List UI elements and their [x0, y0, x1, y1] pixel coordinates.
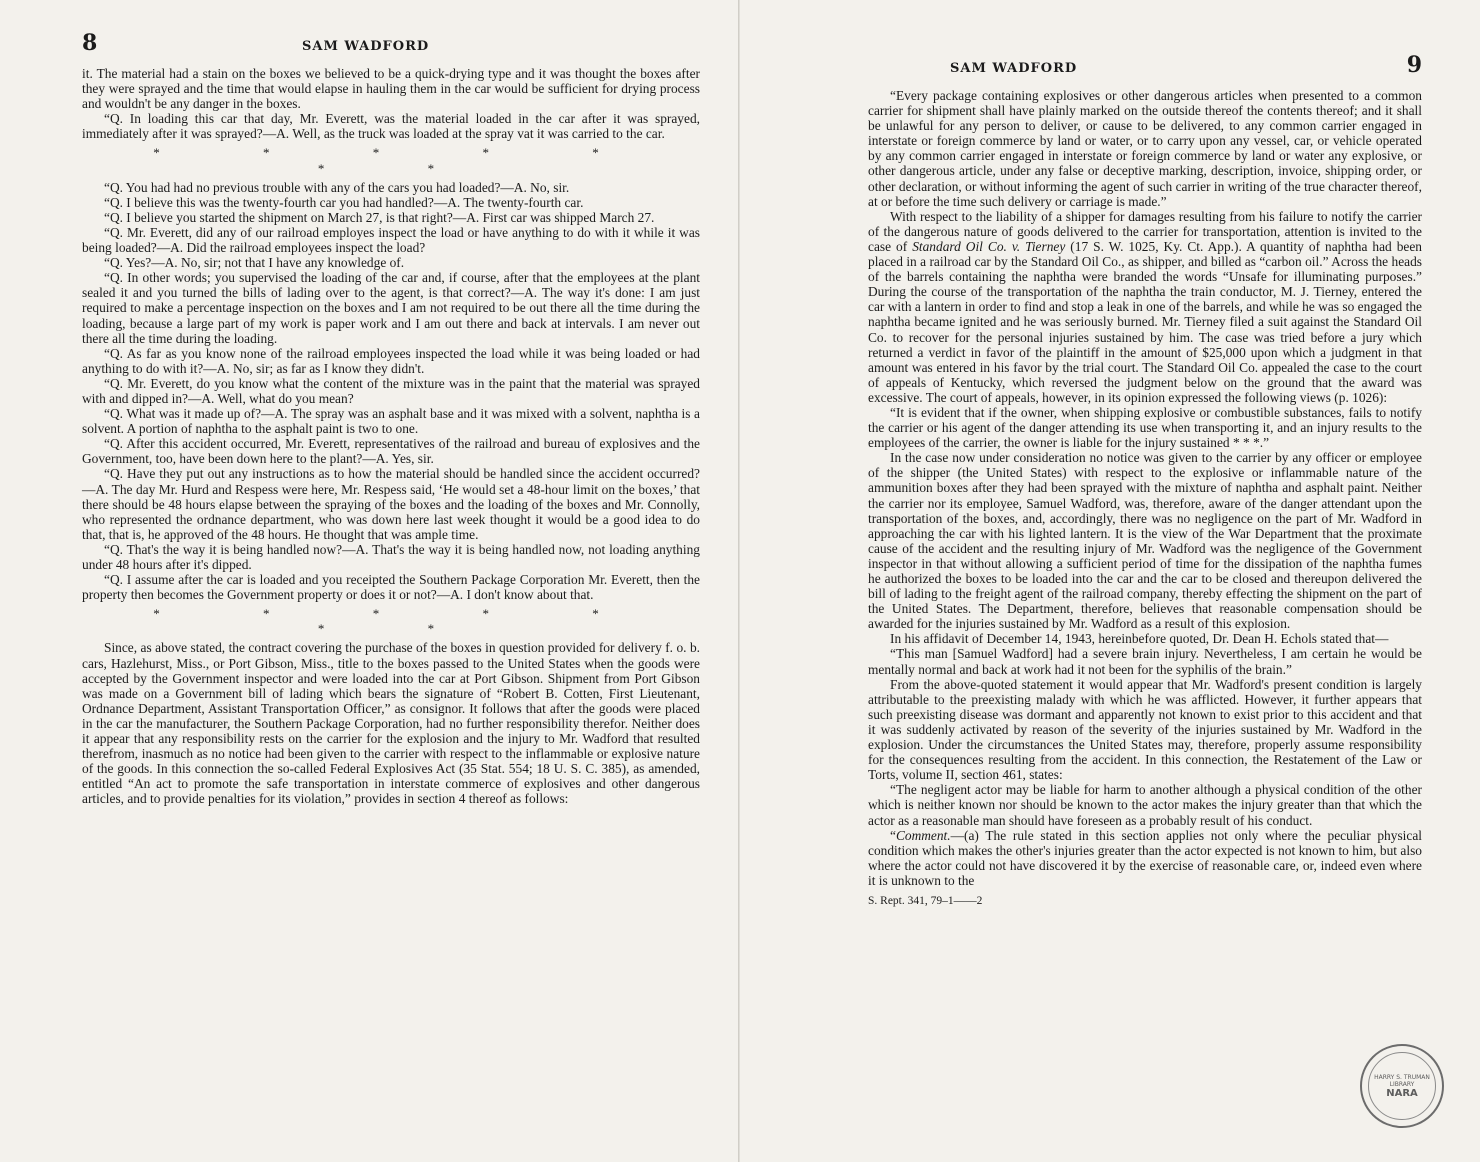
- paragraph-text: With respect to the liability of a shipper for damages resulting from his failure to notify the carrier of the dangerous nature of goods delivered to the carrier for transportation, attention is invited to the case of: [868, 208, 1422, 254]
- page-number: 8: [82, 30, 98, 56]
- stamp-center-text: NARA: [1386, 1087, 1418, 1099]
- page-number: 9: [1406, 52, 1422, 78]
- stamp-outer-text: HARRY S. TRUMAN LIBRARY: [1374, 1073, 1430, 1088]
- running-title: SAM WADFORD: [302, 39, 430, 54]
- page-body-right: [868, 88, 1422, 909]
- report-footer: S. Rept. 341, 79–1——2: [868, 894, 983, 907]
- stamp-ring: [1368, 1052, 1436, 1120]
- paragraph: Since, as above stated, the contract covering the purchase of the boxes in question provided for delivery f. o. b. cars, Hazlehurst, Miss., or Port Gibson, Miss., title to the boxes passed to the United States when the goods were accepted by the Government inspector and were loaded into the car at Port Gibson. Shipment from Port Gibson was made on a Government bill of lading which bears the signature of “Robert B. Cotten, First Lieutenant, Ordnance Department, Assistant Transportation Officer,” as consignor. It follows that after the goods were placed in the car the manufacturer, the Southern Package Corporation, had no further responsibility therefor. Neither does it appear that any responsibility rests on the carrier for the explosion and the injury to Mr. Wadford that resulted therefrom, inasmuch as no notice had been given to the carrier with respect to the inflammable or explosive nature of the goods. In this connection the so-called Federal Explosives Act (35 Stat. 554; 18 U. S. C. 385), as amended, entitled “An act to promote the safe transportation in interstate commerce of explosives and other dangerous articles, and to provide penalties for its violation,” provides in section 4 thereof as follows:: [82, 640, 700, 807]
- paragraph: “Q. I believe you started the shipment on March 27, is that right?—A. First car was shipped March 27.: [104, 209, 655, 225]
- paragraph: “Comment.—(a) The rule stated in this section applies not only where the peculiar physical condition which makes the other's injuries greater than the actor expected is not known to him, but also where the actor could not have discovered it by the exercise of reasonable care, or, indeed even where it is unknown to the: [868, 827, 1422, 888]
- paragraph: “Q. Mr. Everett, did any of our railroad employes inspect the load or have anything to do with it while it was being loaded?—A. Did the railroad employees inspect the load?: [82, 224, 700, 256]
- paragraph: “Every package containing explosives or other dangerous articles when presented to a common carrier for shipment shall have plainly marked on the outside thereof the contents thereof; and it shall be unlawful for any person to deliver, or cause to be delivered, to any common carrier engaged in interstate or foreign commerce by land or water, or to carry upon any vessel, car, or vehicle operated by any common carrier engaged in interstate or foreign commerce by land or water any explosive, or other dangerous article, under any false or deceptive marking, description, invoice, shipping order, or other declaration, or without informing the agent of such carrier in writing of the true character thereof, at or before the time such delivery or carriage is made.”: [868, 88, 1422, 209]
- case-citation: Standard Oil Co. v. Tierney: [912, 238, 1066, 254]
- library-stamp: [1360, 1044, 1444, 1128]
- comment-label: Comment.: [895, 827, 951, 843]
- paragraph: “Q. In other words; you supervised the loading of the car and, if course, after that the employees at the plant sealed it and you turned the bills of lading over to the agent, is that correct?—A. The way it's done: I am just required to make a percentage inspection on the boxes and I am not required to be out there all the time during the loading, because a large part of my work is paper work and I am out there and back at intervals. I am never out there all the time during the loading.: [82, 270, 700, 346]
- paragraph: In his affidavit of December 14, 1943, hereinbefore quoted, Dr. Dean H. Echols stated that—: [890, 631, 1389, 647]
- paragraph: “Q. Have they put out any instructions as to how the material should be handled since the accident occurred?—A. The day Mr. Hurd and Respess were here, Mr. Respess said, ‘He would set a 48-hour limit on the boxes,’ that there should be 48 hours elapse between the spraying of the boxes and the loading of the boxes and Mr. Connolly, who represented the ordnance department, who was down here last week thought it would be a good idea to do that, that is, he approved of the 48 hours. He thought that was ample time.: [82, 466, 700, 542]
- paragraph: “Q. That's the way it is being handled now?—A. That's the way it is being handled now, not loading anything under 48 hours after it's dipped.: [82, 541, 700, 572]
- paragraph: “The negligent actor may be liable for harm to another although a physical condition of the other which is neither known nor should be known to the actor makes the injury greater than that which the actor as a reasonable man should have foreseen as a probably result of his conduct.: [868, 782, 1422, 828]
- ellipsis-stars: * * * * * * *: [153, 606, 649, 637]
- paragraph: From the above-quoted statement it would appear that Mr. Wadford's present condition is largely attributable to the preexisting malady with which he was afflicted. However, it further appears that such preexisting disease was dormant and apparently not known to exist prior to this accident and that it was suddenly activated by reason of the severity of the injuries sustained by Mr. Wadford in the explosion. Under the circumstances the United States may, therefore, properly assume responsibility for the consequences resulting from the accident. In this connection, the Restatement of the Law or Torts, volume II, section 461, states:: [868, 676, 1422, 783]
- paragraph: “Q. I assume after the car is loaded and you receipted the Southern Package Corporation Mr. Everett, then the property then becomes the Government property or does it or not?—A. I don't know about that.: [82, 572, 700, 603]
- ellipsis-stars: * * * * * * *: [153, 145, 649, 176]
- paragraph: it. The material had a stain on the boxes we believed to be a quick-drying type and it was thought the boxes after they were sprayed and the time that would elapse in hauling them in the car would be sufficient for drying process and wouldn't be any danger in the boxes.: [82, 66, 700, 112]
- paragraph: “Q. After this accident occurred, Mr. Everett, representatives of the railroad and bureau of explosives and the Government, too, have been down here to the plant?—A. Yes, sir.: [82, 436, 700, 467]
- paragraph-text: (17 S. W. 1025, Ky. Ct. App.). A quantity of naphtha had been placed in a railroad car by the Standard Oil Co., as shipper, and billed as “carbon oil.” Across the heads of the barrels containing the naphtha were branded the words “Unsafe for illuminating purposes.” During the course of the transportation of the naphtha the train conductor, M. J. Tierney, entered the car with a lantern in order to find and stop a leak in one of the barrels, and while he was so engaged the naphtha became ignited and he was seriously burned. Mr. Tierney filed a suit against the Standard Oil Co. to recover for the personal injuries sustained by him. The case was tried before a jury which returned a verdict in favor of the plaintiff in the amount of $25,000 upon which a judgment in that amount was entered in his favor by the trial court. The Standard Oil Co. appealed the case to the court of appeals of Kentucky, which reversed the judgment below on the ground that the award was excessive. The court of appeals, however, in its opinion expressed the following views (p. 1026):: [868, 238, 1422, 405]
- paragraph: “Q. Mr. Everett, do you know what the content of the mixture was in the paint that the material was sprayed with and dipped in?—A. Well, what do you mean?: [82, 375, 700, 406]
- paragraph: “Q. What was it made up of?—A. The spray was an asphalt base and it was mixed with a solvent, naphtha is a solvent. A portion of naphtha to the asphalt paint is two to one.: [82, 406, 700, 437]
- paragraph: “Q. In loading this car that day, Mr. Everett, was the material loaded in the car after it was sprayed, immediately after it was sprayed?—A. Well, as the truck was loaded at the spray vat it was carried to the car.: [82, 111, 700, 142]
- paragraph: “Q. Yes?—A. No, sir; not that I have any knowledge of.: [104, 255, 405, 271]
- page-header-left: [82, 30, 700, 56]
- paragraph: In the case now under consideration no notice was given to the carrier by any officer or employee of the shipper (the United States) with respect to the explosive or inflammable nature of the ammunition boxes after they had been sprayed with the mixture of naphtha and asphalt paint. Neither the carrier nor its employee, Samuel Wadford, was, therefore, aware of the danger attendant upon the transportation of the boxes, and, accordingly, there was no negligence on the part of Mr. Wadford in approaching the car with his lighted lantern. It is the view of the War Department that the proximate cause of the accident and the resulting injury of Mr. Wadford was the negligence of the Government inspector in that without allowing a sufficient period of time for the dissipation of the naphtha fumes he authorized the boxes to be loaded into the car and the car to be closed and thereupon delivered the bill of lading to the freight agent of the railroad company, thereby effecting the shipment on the part of the United States. The Department, therefore, believes that reasonable compensation should be awarded for the injuries sustained by Mr. Wadford as a result of this explosion.: [868, 450, 1422, 632]
- paragraph: “This man [Samuel Wadford] had a severe brain injury. Nevertheless, I am certain he would be mentally normal and back at work had it not been for the syphilis of the brain.”: [868, 646, 1422, 677]
- page-right: [740, 0, 1480, 1162]
- paragraph: “It is evident that if the owner, when shipping explosive or combustible substances, fails to notify the carrier or his agent of the danger attending its use when transporting it, and an injury results to the employees of the carrier, the owner is liable for the injury sustained * * *.”: [868, 404, 1422, 451]
- paragraph: “Q. You had had no previous trouble with any of the cars you had loaded?—A. No, sir.: [104, 179, 570, 195]
- paragraph: [868, 209, 1422, 405]
- paragraph: “Q. As far as you know none of the railroad employees inspected the load while it was being loaded or had anything to do with it?—A. No, sir; as far as I know they didn't.: [82, 345, 700, 376]
- page-header-right: [868, 52, 1422, 78]
- running-title: SAM WADFORD: [950, 61, 1078, 76]
- paragraph: “Q. I believe this was the twenty-fourth car you had handled?—A. The twenty-fourth car.: [104, 194, 584, 210]
- paragraph-text: —(a) The rule stated in this section applies not only where the peculiar physical condition which makes the other's injuries greater than the actor expected is not known to him, but also where the actor could not have discovered it by the exercise of reasonable care, or, indeed even where it is unknown to the: [868, 827, 1422, 888]
- page-body-left: [82, 66, 700, 807]
